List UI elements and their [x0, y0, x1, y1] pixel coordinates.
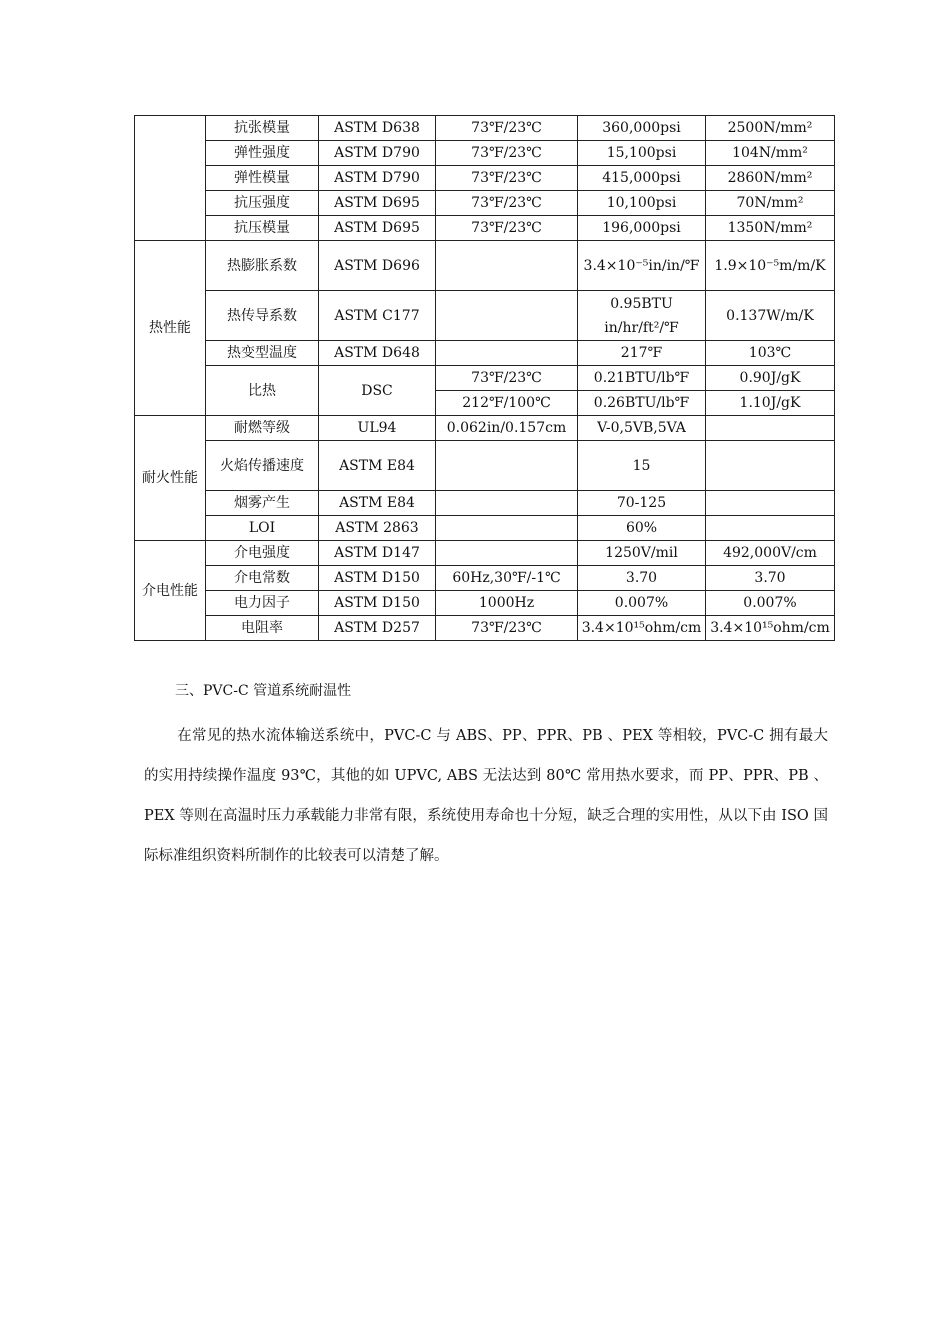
property-name: 比热: [206, 366, 319, 416]
test-condition: 60Hz,30℉/-1℃: [436, 566, 578, 591]
test-condition: [436, 491, 578, 516]
test-method: ASTM D790: [319, 141, 436, 166]
property-name: LOI: [206, 516, 319, 541]
imperial-value: 1250V/mil: [578, 541, 706, 566]
imperial-value: 0.007%: [578, 591, 706, 616]
body-paragraph: [144, 716, 828, 876]
group-cell-dielectric: 介电性能: [135, 541, 206, 641]
test-condition: [436, 291, 578, 341]
property-name: 热传导系数: [206, 291, 319, 341]
imperial-value: 3.4×10⁻⁵in/in/℉: [578, 241, 706, 291]
test-method: ASTM D696: [319, 241, 436, 291]
imperial-value: V-0,5VB,5VA: [578, 416, 706, 441]
property-name: 热变型温度: [206, 341, 319, 366]
paragraph-text: 在常见的热水流体输送系统中，PVC-C 与 ABS、PP、PPR、PB 、PEX 等相较，PVC-C 拥有最大的实用持续操作温度 93℃，其他的如 UPVC, ABS 无法达到 80℃ 常用热水要求，而 PP、PPR、PB 、PEX 等则在高温时压力承载能力非常有限，系统使用寿命也十分短，缺乏合理的实用性，从以下由 ISO 国际标准组织资料所制作的比较表可以清楚了解。: [144, 728, 828, 864]
table-row: [135, 241, 835, 291]
metric-value: 492,000V/cm: [706, 541, 835, 566]
table-row: [135, 566, 835, 591]
property-name: 耐燃等级: [206, 416, 319, 441]
imperial-value: 60%: [578, 516, 706, 541]
property-name: 抗张模量: [206, 116, 319, 141]
test-condition: 73℉/23℃: [436, 116, 578, 141]
test-method: ASTM D695: [319, 191, 436, 216]
test-condition: 73℉/23℃: [436, 366, 578, 391]
imperial-value: 0.95BTU in/hr/ft²/℉: [578, 291, 706, 341]
metric-value: 0.137W/m/K: [706, 291, 835, 341]
property-name: 介电常数: [206, 566, 319, 591]
imperial-value: 70-125: [578, 491, 706, 516]
imperial-value: 0.21BTU/lb℉: [578, 366, 706, 391]
test-method: ASTM D147: [319, 541, 436, 566]
table-row: [135, 616, 835, 641]
table-row: [135, 191, 835, 216]
metric-value: 3.4×10¹⁵ohm/cm: [706, 616, 835, 641]
test-condition: 212℉/100℃: [436, 391, 578, 416]
group-cell-fire: 耐火性能: [135, 416, 206, 541]
property-name: 抗压模量: [206, 216, 319, 241]
imperial-value: 15,100psi: [578, 141, 706, 166]
test-condition: 73℉/23℃: [436, 191, 578, 216]
test-condition: [436, 341, 578, 366]
imperial-value: 15: [578, 441, 706, 491]
metric-value: 104N/mm²: [706, 141, 835, 166]
imperial-value: 196,000psi: [578, 216, 706, 241]
metric-value: [706, 516, 835, 541]
test-method: UL94: [319, 416, 436, 441]
metric-value: 1.10J/gK: [706, 391, 835, 416]
metric-value: 1350N/mm²: [706, 216, 835, 241]
metric-value: 2500N/mm²: [706, 116, 835, 141]
test-method: ASTM D257: [319, 616, 436, 641]
metric-value: 0.90J/gK: [706, 366, 835, 391]
test-method: ASTM D790: [319, 166, 436, 191]
test-condition: [436, 441, 578, 491]
table-row: [135, 341, 835, 366]
group-cell-mechanical: [135, 116, 206, 241]
test-condition: 73℉/23℃: [436, 216, 578, 241]
test-method: ASTM E84: [319, 491, 436, 516]
test-method: ASTM C177: [319, 291, 436, 341]
table-row: [135, 416, 835, 441]
test-method: ASTM D695: [319, 216, 436, 241]
property-name: 烟雾产生: [206, 491, 319, 516]
metric-value: 2860N/mm²: [706, 166, 835, 191]
table-row: [135, 541, 835, 566]
table-row: [135, 591, 835, 616]
section-heading: 三、PVC-C 管道系统耐温性: [175, 683, 352, 699]
metric-value: [706, 441, 835, 491]
test-condition: 1000Hz: [436, 591, 578, 616]
property-name: 弹性模量: [206, 166, 319, 191]
table-row: [135, 116, 835, 141]
table-row: [135, 366, 835, 391]
group-cell-thermal: 热性能: [135, 241, 206, 416]
imperial-value: 360,000psi: [578, 116, 706, 141]
test-method: ASTM 2863: [319, 516, 436, 541]
table-row: [135, 166, 835, 191]
test-method: ASTM D150: [319, 566, 436, 591]
table-row: [135, 516, 835, 541]
table-row: [135, 291, 835, 341]
imperial-value: 0.26BTU/lb℉: [578, 391, 706, 416]
test-condition: [436, 241, 578, 291]
test-condition: 73℉/23℃: [436, 616, 578, 641]
test-method: DSC: [319, 366, 436, 416]
property-name: 抗压强度: [206, 191, 319, 216]
property-name: 弹性强度: [206, 141, 319, 166]
test-condition: 0.062in/0.157cm: [436, 416, 578, 441]
imperial-value: 217℉: [578, 341, 706, 366]
metric-value: [706, 416, 835, 441]
test-method: ASTM D638: [319, 116, 436, 141]
properties-table: [134, 115, 835, 641]
metric-value: 1.9×10⁻⁵m/m/K: [706, 241, 835, 291]
metric-value: [706, 491, 835, 516]
metric-value: 103℃: [706, 341, 835, 366]
property-name: 电阻率: [206, 616, 319, 641]
test-condition: 73℉/23℃: [436, 141, 578, 166]
test-condition: [436, 516, 578, 541]
test-condition: 73℉/23℃: [436, 166, 578, 191]
property-name: 电力因子: [206, 591, 319, 616]
metric-value: 0.007%: [706, 591, 835, 616]
metric-value: 3.70: [706, 566, 835, 591]
test-condition: [436, 541, 578, 566]
test-method: ASTM D648: [319, 341, 436, 366]
property-name: 火焰传播速度: [206, 441, 319, 491]
imperial-value: 415,000psi: [578, 166, 706, 191]
imperial-value: 3.4×10¹⁵ohm/cm: [578, 616, 706, 641]
table-row: [135, 441, 835, 491]
imperial-value: 10,100psi: [578, 191, 706, 216]
table-row: [135, 491, 835, 516]
property-name: 介电强度: [206, 541, 319, 566]
table-row: [135, 216, 835, 241]
test-method: ASTM E84: [319, 441, 436, 491]
test-method: ASTM D150: [319, 591, 436, 616]
metric-value: 70N/mm²: [706, 191, 835, 216]
table-row: [135, 141, 835, 166]
property-name: 热膨胀系数: [206, 241, 319, 291]
imperial-value: 3.70: [578, 566, 706, 591]
